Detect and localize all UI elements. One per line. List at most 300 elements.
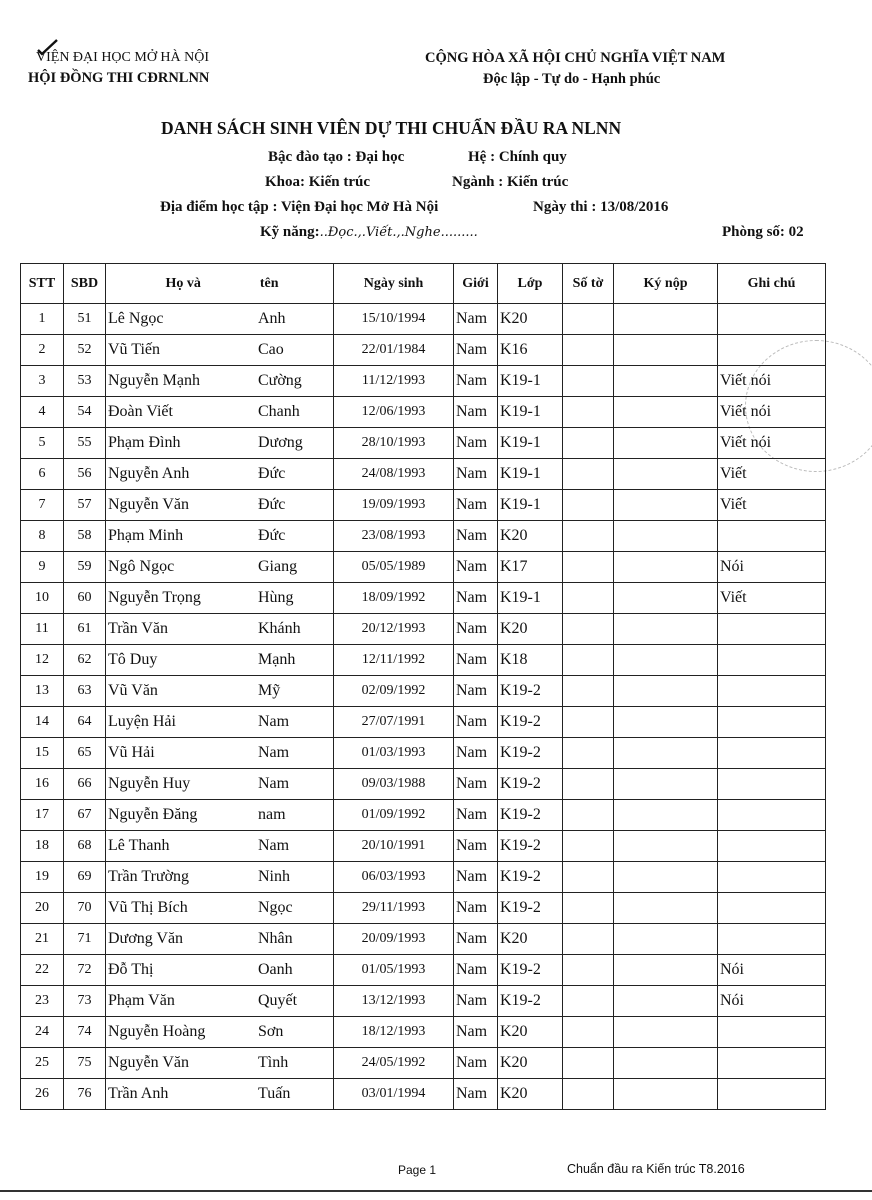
table-row [21,1017,826,1048]
cell-note [718,1079,826,1110]
cell-sheets [563,490,614,521]
full-name [108,806,333,824]
cell-name [106,1048,334,1079]
cell-note: Nói [718,552,826,583]
full-name [108,1085,333,1103]
cell-note: Nói [718,955,826,986]
cell-sbd: 58 [64,521,106,552]
cell-class: K19-2 [498,862,563,893]
full-name [108,682,333,700]
cell-signature [614,707,718,738]
cell-name [106,428,334,459]
cell-gender: Nam [454,614,498,645]
surname: Vũ Văn [108,682,158,699]
cell-sbd: 75 [64,1048,106,1079]
cell-sbd: 56 [64,459,106,490]
cell-signature [614,521,718,552]
header-ho-va: Họ và [165,275,201,291]
cell-name [106,304,334,335]
cell-sheets [563,397,614,428]
cell-dob: 01/09/1992 [334,800,454,831]
cell-stt: 22 [21,955,64,986]
cell-class: K19-2 [498,831,563,862]
cell-dob: 11/12/1993 [334,366,454,397]
cell-sheets [563,831,614,862]
cell-stt: 8 [21,521,64,552]
cell-class: K20 [498,1079,563,1110]
cell-sbd: 62 [64,645,106,676]
full-name [108,775,333,793]
full-name [108,496,333,514]
skills-handwritten: ..Đọc.,.Viết.,.Nghe......... [319,225,478,240]
cell-stt: 7 [21,490,64,521]
cell-sheets [563,862,614,893]
cell-name [106,521,334,552]
cell-note [718,645,826,676]
table-row [21,831,826,862]
cell-signature [614,645,718,676]
table-row [21,459,826,490]
cell-stt: 26 [21,1079,64,1110]
cell-dob: 24/05/1992 [334,1048,454,1079]
cell-sbd: 70 [64,893,106,924]
cell-note [718,1017,826,1048]
meta-exam-date: Ngày thi : 13/08/2016 [533,199,669,215]
meta-faculty: Khoa: Kiến trúc [265,174,370,190]
cell-name [106,645,334,676]
cell-name [106,831,334,862]
cell-stt: 6 [21,459,64,490]
cell-sbd: 54 [64,397,106,428]
cell-name [106,335,334,366]
table-row [21,1079,826,1110]
cell-sbd: 76 [64,1079,106,1110]
cell-gender: Nam [454,831,498,862]
cell-class: K20 [498,521,563,552]
cell-class: K20 [498,1017,563,1048]
header-name [106,264,334,304]
full-name [108,527,333,545]
surname: Ngô Ngọc [108,558,175,575]
full-name [108,1054,333,1072]
header-class: Lớp [498,264,563,304]
meta-level: Bậc đào tạo : Đại học [268,149,405,165]
cell-stt: 15 [21,738,64,769]
table-row [21,304,826,335]
cell-stt: 2 [21,335,64,366]
cell-class: K20 [498,614,563,645]
header-sbd: SBD [64,264,106,304]
cell-gender: Nam [454,800,498,831]
full-name [108,837,333,855]
table-row [21,552,826,583]
full-name [108,372,333,390]
cell-signature [614,304,718,335]
cell-dob: 12/11/1992 [334,645,454,676]
cell-gender: Nam [454,366,498,397]
cell-signature [614,955,718,986]
cell-signature [614,831,718,862]
surname: Đoàn Viết [108,403,173,420]
cell-name [106,397,334,428]
cell-sheets [563,893,614,924]
cell-signature [614,490,718,521]
given-name: Nam [258,713,290,730]
cell-stt: 12 [21,645,64,676]
table-row [21,428,826,459]
cell-gender: Nam [454,1017,498,1048]
full-name [108,403,333,421]
cell-stt: 23 [21,986,64,1017]
table-header-row [21,264,826,304]
cell-name [106,614,334,645]
cell-name [106,862,334,893]
cell-stt: 21 [21,924,64,955]
cell-note: Viết nói [718,397,826,428]
cell-name [106,583,334,614]
cell-sbd: 60 [64,583,106,614]
cell-dob: 18/12/1993 [334,1017,454,1048]
surname: Phạm Minh [108,527,184,544]
cell-stt: 17 [21,800,64,831]
header-gender: Giới [454,264,498,304]
cell-stt: 1 [21,304,64,335]
cell-name [106,986,334,1017]
cell-stt: 20 [21,893,64,924]
cell-dob: 01/03/1993 [334,738,454,769]
cell-sheets [563,459,614,490]
cell-signature [614,583,718,614]
cell-name [106,366,334,397]
surname: Nguyễn Anh [108,465,190,482]
footer-doc-title: Chuẩn đầu ra Kiến trúc T8.2016 [567,1162,745,1176]
cell-name [106,707,334,738]
cell-dob: 20/09/1993 [334,924,454,955]
cell-name [106,676,334,707]
table-row [21,986,826,1017]
table-row [21,924,826,955]
cell-dob: 20/12/1993 [334,614,454,645]
bottom-rule [0,1190,872,1192]
cell-name [106,738,334,769]
surname: Nguyễn Văn [108,496,190,513]
cell-stt: 13 [21,676,64,707]
cell-note: Nói [718,986,826,1017]
page-number: Page 1 [398,1163,437,1177]
cell-sbd: 69 [64,862,106,893]
cell-sbd: 71 [64,924,106,955]
cell-class: K17 [498,552,563,583]
cell-class: K19-1 [498,459,563,490]
cell-class: K19-1 [498,366,563,397]
cell-gender: Nam [454,1079,498,1110]
cell-dob: 29/11/1993 [334,893,454,924]
cell-signature [614,893,718,924]
meta-skills [260,224,478,241]
given-name: nam [258,806,286,823]
cell-sheets [563,1048,614,1079]
cell-class: K19-2 [498,707,563,738]
cell-note: Viết [718,459,826,490]
cell-dob: 15/10/1994 [334,304,454,335]
header-ten: tên [259,275,279,291]
cell-dob: 24/08/1993 [334,459,454,490]
cell-class: K19-2 [498,769,563,800]
cell-class: K20 [498,924,563,955]
meta-system: Hệ : Chính quy [468,149,567,165]
given-name: Mỹ [258,682,281,699]
surname: Dương Văn [108,930,184,947]
given-name: Tuấn [258,1085,291,1102]
cell-signature [614,1079,718,1110]
given-name: Đức [258,465,286,482]
full-name [108,589,333,607]
cell-sheets [563,1017,614,1048]
cell-name [106,955,334,986]
cell-sheets [563,428,614,459]
cell-class: K19-2 [498,986,563,1017]
cell-gender: Nam [454,769,498,800]
cell-sbd: 51 [64,304,106,335]
surname: Nguyễn Mạnh [108,372,200,389]
cell-signature [614,366,718,397]
full-name [108,899,333,917]
cell-stt: 14 [21,707,64,738]
surname: Vũ Tiến [108,341,161,358]
cell-gender: Nam [454,459,498,490]
surname: Phạm Văn [108,992,175,1009]
cell-class: K16 [498,335,563,366]
cell-signature [614,800,718,831]
cell-sheets [563,924,614,955]
cell-sheets [563,769,614,800]
given-name: Nam [258,775,290,792]
table-row [21,769,826,800]
full-name [108,713,333,731]
skills-label: Kỹ năng: [260,224,320,240]
cell-note [718,893,826,924]
cell-signature [614,335,718,366]
given-name: Ninh [258,868,290,885]
full-name [108,868,333,886]
cell-gender: Nam [454,1048,498,1079]
table-row [21,335,826,366]
full-name [108,558,333,576]
cell-sbd: 67 [64,800,106,831]
cell-signature [614,428,718,459]
cell-sheets [563,614,614,645]
given-name: Dương [258,434,303,451]
cell-name [106,1017,334,1048]
cell-gender: Nam [454,645,498,676]
cell-sheets [563,583,614,614]
full-name [108,620,333,638]
cell-note: Viết [718,583,826,614]
cell-dob: 22/01/1984 [334,335,454,366]
cell-sheets [563,800,614,831]
student-table [20,263,826,1110]
given-name: Chanh [258,403,300,420]
cell-gender: Nam [454,924,498,955]
cell-sheets [563,676,614,707]
given-name: Anh [258,310,286,327]
surname: Nguyễn Trọng [108,589,201,606]
cell-dob: 06/03/1993 [334,862,454,893]
surname: Tô Duy [108,651,158,668]
national-title: CỘNG HÒA XÃ HỘI CHỦ NGHĨA VIỆT NAM [425,50,726,66]
table-row [21,490,826,521]
cell-sheets [563,738,614,769]
table-row [21,893,826,924]
cell-note [718,738,826,769]
cell-note [718,862,826,893]
cell-dob: 28/10/1993 [334,428,454,459]
cell-signature [614,738,718,769]
full-name [108,744,333,762]
header-note: Ghi chú [718,264,826,304]
cell-gender: Nam [454,862,498,893]
cell-dob: 13/12/1993 [334,986,454,1017]
cell-dob: 18/09/1992 [334,583,454,614]
given-name: Quyết [258,992,298,1009]
given-name: Cao [258,341,284,358]
cell-dob: 02/09/1992 [334,676,454,707]
table-row [21,521,826,552]
cell-signature [614,1017,718,1048]
cell-sbd: 65 [64,738,106,769]
surname: Nguyễn Văn [108,1054,190,1071]
cell-class: K19-2 [498,955,563,986]
given-name: Cường [258,372,302,389]
given-name: Nhân [258,930,293,947]
surname: Trần Văn [108,620,169,637]
surname: Nguyễn Huy [108,775,191,792]
surname: Trần Trường [108,868,190,885]
cell-gender: Nam [454,986,498,1017]
cell-signature [614,459,718,490]
table-row [21,676,826,707]
cell-gender: Nam [454,583,498,614]
cell-stt: 10 [21,583,64,614]
given-name: Giang [258,558,298,575]
cell-name [106,1079,334,1110]
full-name [108,465,333,483]
cell-class: K19-2 [498,893,563,924]
cell-note [718,769,826,800]
cell-note [718,924,826,955]
cell-sbd: 74 [64,1017,106,1048]
full-name [108,651,333,669]
table-row [21,614,826,645]
cell-dob: 12/06/1993 [334,397,454,428]
surname: Nguyễn Hoàng [108,1023,206,1040]
council-name: HỘI ĐỒNG THI CĐRNLNN [28,70,210,86]
cell-gender: Nam [454,893,498,924]
surname: Trần Anh [108,1085,169,1102]
full-name [108,992,333,1010]
cell-name [106,893,334,924]
cell-sbd: 73 [64,986,106,1017]
cell-note [718,335,826,366]
cell-note [718,676,826,707]
full-name [108,341,333,359]
cell-name [106,552,334,583]
national-motto: Độc lập - Tự do - Hạnh phúc [483,71,661,87]
cell-sbd: 63 [64,676,106,707]
table-row [21,800,826,831]
cell-gender: Nam [454,738,498,769]
cell-gender: Nam [454,955,498,986]
cell-gender: Nam [454,552,498,583]
cell-note: Viết nói [718,428,826,459]
cell-note [718,800,826,831]
surname: Nguyễn Đăng [108,806,198,823]
surname: Lê Ngọc [108,310,164,327]
cell-stt: 25 [21,1048,64,1079]
cell-class: K18 [498,645,563,676]
given-name: Đức [258,527,286,544]
table-row [21,366,826,397]
cell-sheets [563,521,614,552]
given-name: Sơn [258,1023,284,1040]
meta-location: Địa điểm học tập : Viện Đại học Mở Hà Nội [160,199,439,215]
cell-dob: 23/08/1993 [334,521,454,552]
cell-gender: Nam [454,428,498,459]
table-row [21,397,826,428]
cell-sbd: 64 [64,707,106,738]
given-name: Nam [258,744,290,761]
cell-sbd: 57 [64,490,106,521]
cell-sheets [563,335,614,366]
cell-sheets [563,955,614,986]
cell-sbd: 55 [64,428,106,459]
cell-class: K19-1 [498,583,563,614]
full-name [108,310,333,328]
cell-gender: Nam [454,304,498,335]
cell-stt: 5 [21,428,64,459]
cell-stt: 24 [21,1017,64,1048]
cell-name [106,490,334,521]
cell-gender: Nam [454,707,498,738]
header-stt: STT [21,264,64,304]
cell-signature [614,676,718,707]
table-row [21,955,826,986]
cell-sbd: 68 [64,831,106,862]
full-name [108,961,333,979]
surname: Phạm Đình [108,434,181,451]
cell-class: K19-1 [498,397,563,428]
cell-signature [614,614,718,645]
cell-stt: 9 [21,552,64,583]
cell-signature [614,862,718,893]
cell-sheets [563,707,614,738]
cell-stt: 11 [21,614,64,645]
table-row [21,645,826,676]
cell-stt: 4 [21,397,64,428]
cell-sbd: 66 [64,769,106,800]
surname: Lê Thanh [108,837,170,854]
cell-note [718,707,826,738]
given-name: Khánh [258,620,301,637]
institution-name: VIỆN ĐẠI HỌC MỞ HÀ NỘI [36,50,210,65]
full-name [108,1023,333,1041]
cell-sbd: 72 [64,955,106,986]
cell-class: K19-2 [498,800,563,831]
cell-note: Viết [718,490,826,521]
surname: Vũ Thị Bích [108,899,188,916]
cell-dob: 03/01/1994 [334,1079,454,1110]
cell-dob: 27/07/1991 [334,707,454,738]
